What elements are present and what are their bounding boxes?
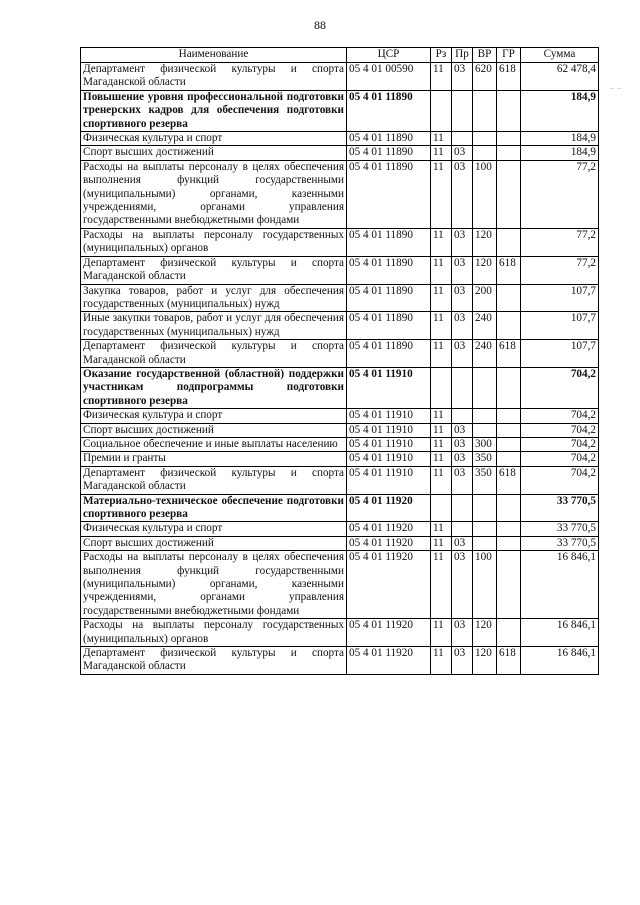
table-row [81, 647, 599, 675]
table-row [81, 423, 599, 437]
cell-name: Премии и гранты [81, 452, 347, 466]
cell-gr [497, 452, 521, 466]
cell-rz: 11 [431, 228, 452, 256]
cell-gr [497, 132, 521, 146]
cell-pr: 03 [452, 312, 473, 340]
cell-gr [497, 522, 521, 536]
cell-gr: 618 [497, 256, 521, 284]
cell-pr [452, 522, 473, 536]
cell-vr [473, 90, 497, 131]
cell-gr [497, 146, 521, 160]
page-number: 88 [314, 18, 326, 32]
cell-name: Департамент физической культуры и спорта Магаданской области [81, 63, 347, 91]
cell-name: Спорт высших достижений [81, 536, 347, 550]
cell-rz: 11 [431, 522, 452, 536]
cell-csr: 05 4 01 11920 [347, 551, 431, 619]
cell-csr: 05 4 01 11890 [347, 132, 431, 146]
cell-csr: 05 4 01 11910 [347, 437, 431, 451]
cell-vr [473, 409, 497, 423]
cell-vr: 120 [473, 228, 497, 256]
cell-gr: 618 [497, 340, 521, 368]
cell-csr: 05 4 01 11890 [347, 146, 431, 160]
cell-vr [473, 423, 497, 437]
cell-rz: 11 [431, 466, 452, 494]
cell-pr: 03 [452, 146, 473, 160]
cell-pr: 03 [452, 466, 473, 494]
cell-name: Закупка товаров, работ и услуг для обеспечения государственных (муниципальных) нужд [81, 284, 347, 312]
cell-gr [497, 437, 521, 451]
cell-name: Департамент физической культуры и спорта Магаданской области [81, 466, 347, 494]
table-row [81, 619, 599, 647]
header-csr: ЦСР [347, 48, 431, 63]
cell-vr [473, 367, 497, 408]
cell-vr: 120 [473, 619, 497, 647]
cell-gr [497, 619, 521, 647]
cell-csr: 05 4 01 11890 [347, 256, 431, 284]
cell-csr: 05 4 01 11890 [347, 284, 431, 312]
cell-rz: 11 [431, 452, 452, 466]
table-row [81, 367, 599, 408]
cell-sum: 77,2 [521, 256, 599, 284]
cell-vr: 350 [473, 452, 497, 466]
cell-csr: 05 4 01 11910 [347, 423, 431, 437]
cell-rz: 11 [431, 619, 452, 647]
cell-gr: 618 [497, 466, 521, 494]
cell-name: Физическая культура и спорт [81, 522, 347, 536]
cell-rz: 11 [431, 256, 452, 284]
cell-pr: 03 [452, 160, 473, 228]
cell-pr [452, 90, 473, 131]
cell-gr [497, 551, 521, 619]
cell-rz: 11 [431, 536, 452, 550]
cell-pr: 03 [452, 452, 473, 466]
cell-pr [452, 367, 473, 408]
cell-name: Спорт высших достижений [81, 146, 347, 160]
header-name: Наименование [81, 48, 347, 63]
cell-gr [497, 494, 521, 522]
cell-rz [431, 367, 452, 408]
cell-name: Физическая культура и спорт [81, 132, 347, 146]
cell-vr: 620 [473, 63, 497, 91]
cell-gr [497, 423, 521, 437]
cell-name: Расходы на выплаты персоналу государственных (муниципальных) органов [81, 619, 347, 647]
cell-vr: 120 [473, 647, 497, 675]
table-row [81, 90, 599, 131]
cell-vr: 100 [473, 551, 497, 619]
cell-rz [431, 494, 452, 522]
cell-gr: 618 [497, 647, 521, 675]
cell-name: Материально-техническое обеспечение подготовки спортивного резерва [81, 494, 347, 522]
cell-gr [497, 409, 521, 423]
cell-pr: 03 [452, 284, 473, 312]
table-header-row [81, 48, 599, 63]
cell-csr: 05 4 01 11910 [347, 367, 431, 408]
cell-vr: 240 [473, 312, 497, 340]
cell-rz: 11 [431, 647, 452, 675]
cell-pr: 03 [452, 228, 473, 256]
cell-sum: 704,2 [521, 466, 599, 494]
cell-vr [473, 494, 497, 522]
cell-sum: 16 846,1 [521, 619, 599, 647]
cell-gr [497, 160, 521, 228]
cell-csr: 05 4 01 11890 [347, 340, 431, 368]
cell-gr: 618 [497, 63, 521, 91]
cell-name: Оказание государственной (областной) поддержки участникам подпрограммы подготовки спортивного резерва [81, 367, 347, 408]
cell-csr: 05 4 01 00590 [347, 63, 431, 91]
cell-sum: 704,2 [521, 367, 599, 408]
cell-csr: 05 4 01 11920 [347, 619, 431, 647]
cell-sum: 16 846,1 [521, 551, 599, 619]
cell-sum: 16 846,1 [521, 647, 599, 675]
cell-rz [431, 90, 452, 131]
cell-vr: 200 [473, 284, 497, 312]
cell-sum: 107,7 [521, 312, 599, 340]
cell-csr: 05 4 01 11910 [347, 466, 431, 494]
cell-pr [452, 132, 473, 146]
table-row [81, 312, 599, 340]
cell-gr [497, 312, 521, 340]
cell-rz: 11 [431, 146, 452, 160]
cell-pr: 03 [452, 536, 473, 550]
cell-rz: 11 [431, 423, 452, 437]
cell-sum: 184,9 [521, 90, 599, 131]
cell-name: Физическая культура и спорт [81, 409, 347, 423]
cell-sum: 107,7 [521, 284, 599, 312]
table-row [81, 522, 599, 536]
cell-sum: 33 770,5 [521, 522, 599, 536]
table-row [81, 409, 599, 423]
cell-csr: 05 4 01 11890 [347, 312, 431, 340]
table-row [81, 284, 599, 312]
cell-pr: 03 [452, 619, 473, 647]
header-vr: ВР [473, 48, 497, 63]
cell-name: Расходы на выплаты персоналу в целях обеспечения выполнения функций государственными (муниципальными) органами, казенными учреждениями, органами управления государственными внебюджетными фондами [81, 551, 347, 619]
table-row [81, 536, 599, 550]
cell-name: Повышение уровня профессиональной подготовки тренерских кадров для обеспечения подготовки спортивного резерва [81, 90, 347, 131]
table-row [81, 256, 599, 284]
table-row [81, 466, 599, 494]
cell-vr [473, 536, 497, 550]
cell-csr: 05 4 01 11920 [347, 536, 431, 550]
cell-sum: 184,9 [521, 132, 599, 146]
cell-pr: 03 [452, 256, 473, 284]
cell-csr: 05 4 01 11890 [347, 160, 431, 228]
cell-sum: 77,2 [521, 160, 599, 228]
cell-vr [473, 146, 497, 160]
table-row [81, 228, 599, 256]
table-row [81, 132, 599, 146]
table-row [81, 494, 599, 522]
table-row [81, 160, 599, 228]
cell-sum: 77,2 [521, 228, 599, 256]
cell-vr [473, 132, 497, 146]
table-row [81, 551, 599, 619]
cell-rz: 11 [431, 409, 452, 423]
header-gr: ГР [497, 48, 521, 63]
scan-mark: ⁻ ⁻ [610, 85, 622, 95]
cell-name: Расходы на выплаты персоналу государственных (муниципальных) органов [81, 228, 347, 256]
table-row [81, 452, 599, 466]
budget-table [80, 47, 599, 675]
cell-csr: 05 4 01 11910 [347, 409, 431, 423]
cell-csr: 05 4 01 11920 [347, 647, 431, 675]
cell-gr [497, 228, 521, 256]
cell-rz: 11 [431, 63, 452, 91]
cell-csr: 05 4 01 11920 [347, 522, 431, 536]
cell-sum: 62 478,4 [521, 63, 599, 91]
cell-gr [497, 284, 521, 312]
cell-vr: 240 [473, 340, 497, 368]
header-pr: Пр [452, 48, 473, 63]
cell-sum: 704,2 [521, 437, 599, 451]
cell-vr: 100 [473, 160, 497, 228]
header-rz: Рз [431, 48, 452, 63]
cell-gr [497, 90, 521, 131]
cell-pr: 03 [452, 551, 473, 619]
cell-pr: 03 [452, 423, 473, 437]
cell-pr: 03 [452, 437, 473, 451]
cell-name: Департамент физической культуры и спорта Магаданской области [81, 647, 347, 675]
cell-pr: 03 [452, 63, 473, 91]
cell-name: Департамент физической культуры и спорта Магаданской области [81, 340, 347, 368]
cell-name: Департамент физической культуры и спорта Магаданской области [81, 256, 347, 284]
cell-sum: 704,2 [521, 409, 599, 423]
cell-csr: 05 4 01 11890 [347, 90, 431, 131]
cell-pr: 03 [452, 340, 473, 368]
table-row [81, 437, 599, 451]
cell-csr: 05 4 01 11910 [347, 452, 431, 466]
cell-sum: 704,2 [521, 452, 599, 466]
cell-vr [473, 522, 497, 536]
cell-pr: 03 [452, 647, 473, 675]
table-row [81, 340, 599, 368]
cell-rz: 11 [431, 160, 452, 228]
cell-name: Социальное обеспечение и иные выплаты населению [81, 437, 347, 451]
cell-name: Иные закупки товаров, работ и услуг для обеспечения государственных (муниципальных) нужд [81, 312, 347, 340]
cell-sum: 33 770,5 [521, 494, 599, 522]
cell-rz: 11 [431, 551, 452, 619]
table-row [81, 146, 599, 160]
cell-vr: 350 [473, 466, 497, 494]
header-sum: Сумма [521, 48, 599, 63]
cell-name: Спорт высших достижений [81, 423, 347, 437]
cell-name: Расходы на выплаты персоналу в целях обеспечения выполнения функций государственными (муниципальными) органами, казенными учреждениями, органами управления государственными внебюджетными фондами [81, 160, 347, 228]
cell-vr: 300 [473, 437, 497, 451]
cell-rz: 11 [431, 284, 452, 312]
cell-sum: 704,2 [521, 423, 599, 437]
cell-sum: 184,9 [521, 146, 599, 160]
cell-rz: 11 [431, 437, 452, 451]
cell-csr: 05 4 01 11920 [347, 494, 431, 522]
table-row [81, 63, 599, 91]
cell-pr [452, 409, 473, 423]
cell-rz: 11 [431, 132, 452, 146]
cell-gr [497, 367, 521, 408]
cell-gr [497, 536, 521, 550]
cell-vr: 120 [473, 256, 497, 284]
cell-rz: 11 [431, 340, 452, 368]
cell-rz: 11 [431, 312, 452, 340]
cell-sum: 33 770,5 [521, 536, 599, 550]
cell-csr: 05 4 01 11890 [347, 228, 431, 256]
cell-sum: 107,7 [521, 340, 599, 368]
cell-pr [452, 494, 473, 522]
